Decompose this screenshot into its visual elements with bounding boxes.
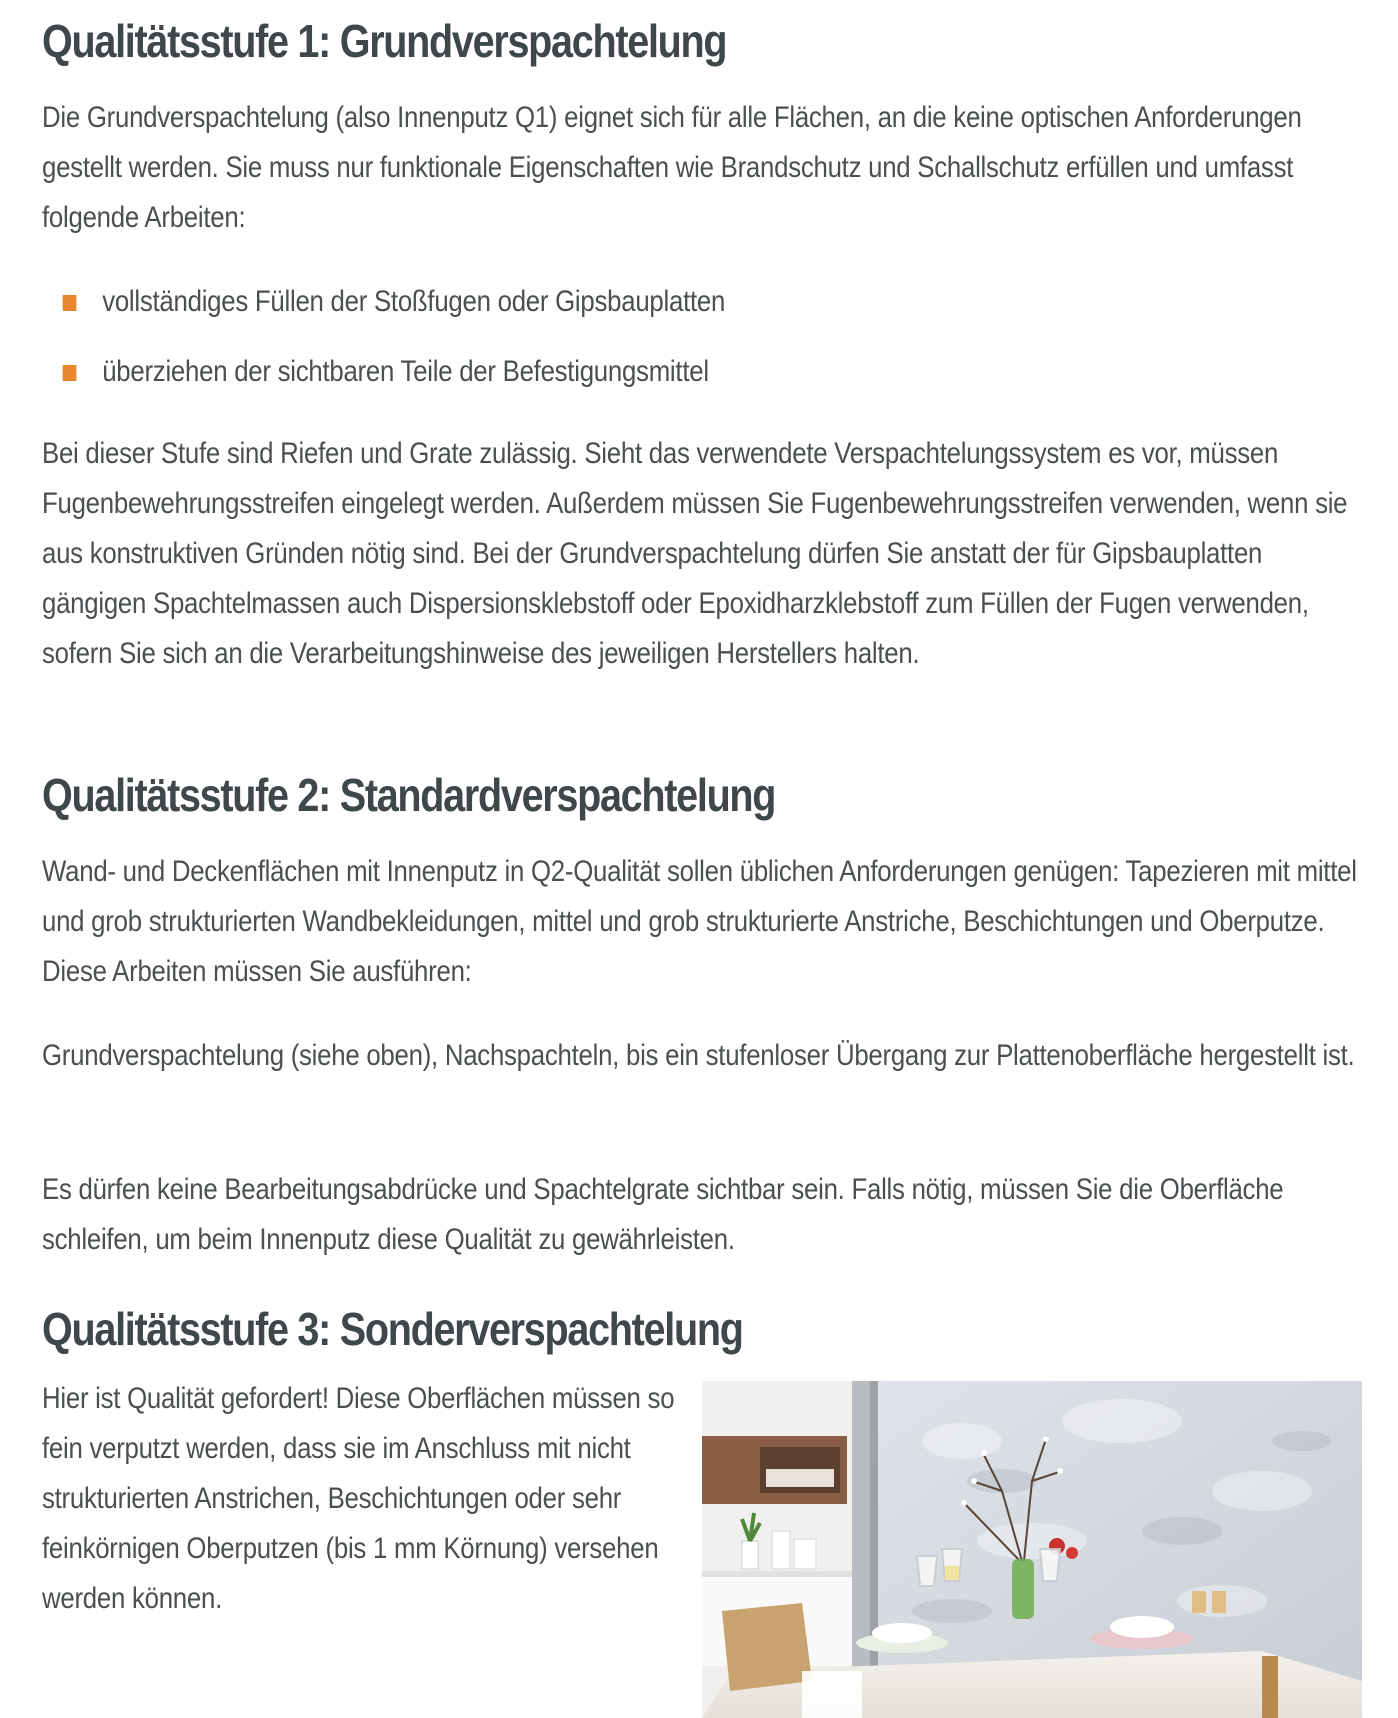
square-bullet-icon <box>63 365 77 381</box>
q2-steps: Grundverspachtelung (siehe oben), Nachspachteln, bis ein stufenloser Übergang zur Plattenoberfläche hergestellt ist. <box>42 1039 1355 1072</box>
dining-room-photo <box>702 1381 1362 1718</box>
heading-q1: Qualitätsstufe 1: Grundverspachtelung <box>42 15 727 67</box>
q3-body: Hier ist Qualität gefordert! Diese Oberflächen müssen so fein verputzt werden, dass sie im Anschluss mit nicht strukturierten Anstrichen, Beschichtungen oder sehr feinkörnigen Oberputzen (bis 1 mm Körnung) versehen werden können. <box>42 1382 675 1615</box>
list-item <box>42 347 1362 397</box>
list-item-label: vollständiges Füllen der Stoßfugen oder Gipsbauplatten <box>102 285 726 318</box>
q1-bullet-list <box>42 277 1362 397</box>
list-item <box>42 277 1362 327</box>
heading-q2: Qualitätsstufe 2: Standardverspachtelung <box>42 769 776 821</box>
q1-intro: Die Grundverspachtelung (also Innenputz Q1) eignet sich für alle Flächen, an die keine optischen Anforderungen gestellt werden. Sie muss nur funktionale Eigenschaften wie Brandschutz und Schallschutz erfüllen und umfasst folgende Arbeiten: <box>42 101 1302 234</box>
dining-room-illustration <box>702 1381 1362 1718</box>
q2-body: Es dürfen keine Bearbeitungsabdrücke und Spachtelgrate sichtbar sein. Falls nötig, müssen Sie die Oberfläche schleifen, um beim Innenputz diese Qualität zu gewährleisten. <box>42 1173 1284 1256</box>
list-item-label: überziehen der sichtbaren Teile der Befestigungsmittel <box>102 355 709 388</box>
heading-q3: Qualitätsstufe 3: Sonderverspachtelung <box>42 1303 743 1355</box>
q2-intro: Wand- und Deckenflächen mit Innenputz in Q2-Qualität sollen üblichen Anforderungen genügen: Tapezieren mit mittel und grob strukturierten Wandbekleidungen, mittel und grob strukturierte Anstriche, Beschichtungen und Oberputze. Diese Arbeiten müssen Sie ausführen: <box>42 855 1357 988</box>
square-bullet-icon <box>63 295 77 311</box>
q1-body: Bei dieser Stufe sind Riefen und Grate zulässig. Sieht das verwendete Verspachtelungssystem es vor, müssen Fugenbewehrungsstreifen eingelegt werden. Außerdem müssen Sie Fugenbewehrungsstreifen verwenden, wenn sie aus konstruktiven Gründen nötig sind. Bei der Grundverspachtelung dürfen Sie anstatt der für Gipsbauplatten gängigen Spachtelmassen auch Dispersionsklebstoff oder Epoxidharzklebstoff zum Füllen der Fugen verwenden, sofern Sie sich an die Verarbeitungshinweise des jeweiligen Herstellers halten. <box>42 437 1348 670</box>
